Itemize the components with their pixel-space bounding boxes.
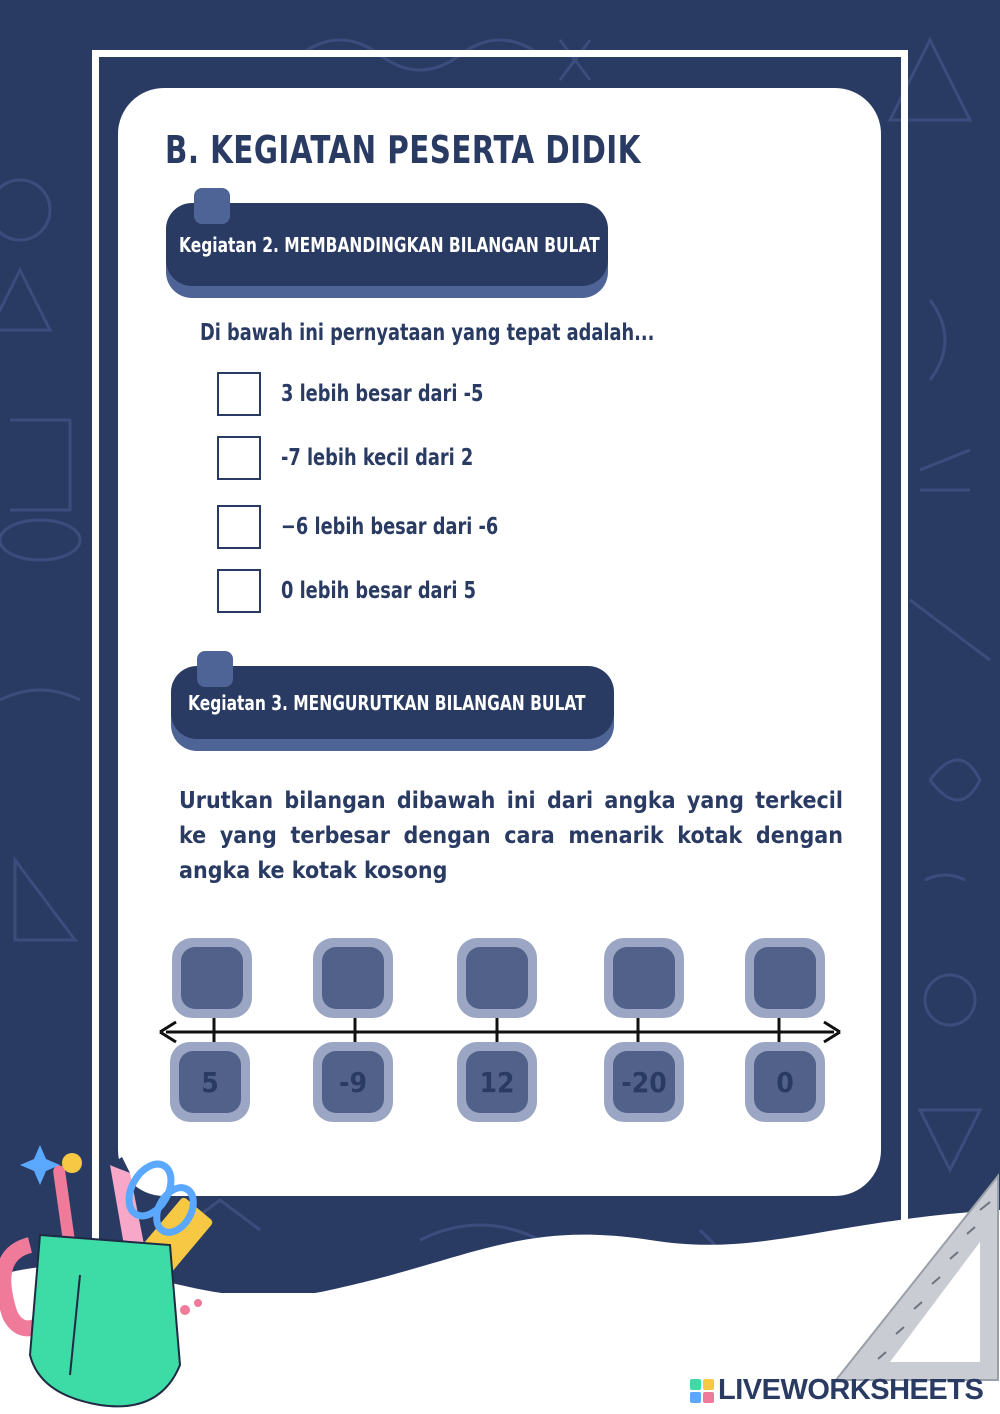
number-tile-value: -20 (613, 1051, 675, 1113)
number-tile-value: 5 (179, 1051, 241, 1113)
liveworksheets-logo (690, 1374, 983, 1407)
drop-slot-4[interactable] (604, 938, 684, 1018)
drop-slot-inner (322, 947, 384, 1009)
banner-tab (194, 188, 230, 224)
banner-face (166, 203, 608, 286)
number-tile-3[interactable] (457, 1042, 537, 1122)
number-tile-4[interactable] (604, 1042, 684, 1122)
number-tile-value: 0 (754, 1051, 816, 1113)
drop-slot-1[interactable] (172, 938, 252, 1018)
set-square-illustration (830, 1172, 1000, 1382)
activity2-banner (166, 203, 608, 286)
option-4-label: 0 lebih besar dari 5 (281, 578, 477, 604)
liveworksheets-icon (690, 1379, 714, 1403)
drop-slot-inner (613, 947, 675, 1009)
option-3[interactable] (217, 505, 534, 549)
option-1[interactable] (217, 372, 516, 416)
number-tile-value: 12 (466, 1051, 528, 1113)
number-tile-1[interactable] (170, 1042, 250, 1122)
option-4-checkbox[interactable] (217, 569, 261, 613)
activity3-label: Kegiatan 3. MENGURUTKAN BILANGAN BULAT (188, 690, 586, 715)
activity3-banner (171, 666, 614, 739)
watermark-text: LIVEWORKSHEETS (718, 1374, 984, 1406)
stationery-mug-illustration (0, 1135, 240, 1414)
option-2-checkbox[interactable] (217, 436, 261, 480)
option-3-label: −6 lebih besar dari -6 (281, 514, 499, 540)
option-4[interactable] (217, 569, 508, 613)
page-title: B. KEGIATAN PESERTA DIDIK (165, 128, 641, 172)
option-1-label: 3 lebih besar dari -5 (281, 381, 484, 407)
option-2-label: -7 lebih kecil dari 2 (281, 445, 474, 471)
drop-slot-inner (754, 947, 816, 1009)
option-1-checkbox[interactable] (217, 372, 261, 416)
option-2[interactable] (217, 436, 505, 480)
activity3-instruction: Urutkan bilangan dibawah ini dari angka yang terkecil ke yang terbesar dengan cara menarik kotak dengan angka ke kotak kosong (179, 788, 843, 884)
drop-slot-2[interactable] (313, 938, 393, 1018)
number-tile-value: -9 (322, 1051, 384, 1113)
option-3-checkbox[interactable] (217, 505, 261, 549)
drop-slot-inner (466, 947, 528, 1009)
activity2-label: Kegiatan 2. MEMBANDINGKAN BILANGAN BULAT (179, 232, 600, 257)
activity2-question: Di bawah ini pernyataan yang tepat adalah... (200, 320, 655, 346)
banner-tab (197, 651, 233, 687)
drop-slot-3[interactable] (457, 938, 537, 1018)
number-tile-2[interactable] (313, 1042, 393, 1122)
banner-face (171, 666, 614, 739)
drop-slot-5[interactable] (745, 938, 825, 1018)
drop-slot-inner (181, 947, 243, 1009)
number-tile-5[interactable] (745, 1042, 825, 1122)
